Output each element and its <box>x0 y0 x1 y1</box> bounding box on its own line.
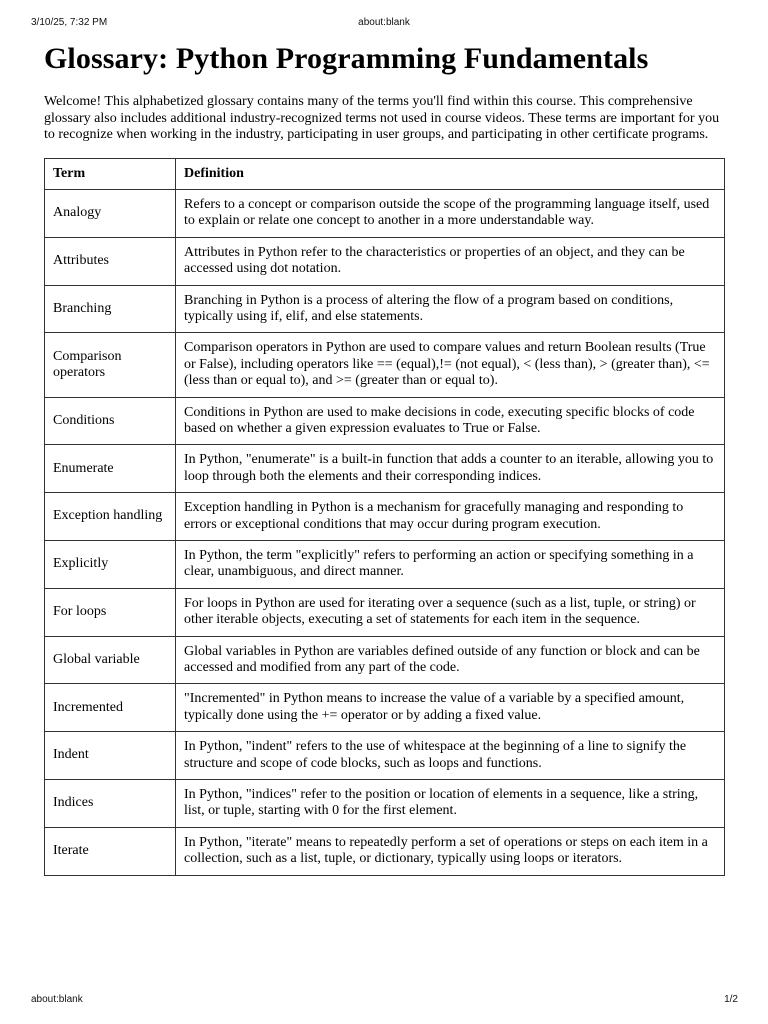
term-cell: Global variable <box>45 636 176 684</box>
term-cell: Indent <box>45 732 176 780</box>
term-cell: Analogy <box>45 189 176 237</box>
table-row <box>45 189 725 237</box>
definition-cell: In Python, the term "explicitly" refers to performing an action or specifying something in a clear, unambiguous, and direct manner. <box>176 541 725 589</box>
term-cell: Incremented <box>45 684 176 732</box>
print-datetime: 3/10/25, 7:32 PM <box>31 17 108 28</box>
term-cell: Iterate <box>45 827 176 875</box>
glossary-table <box>44 158 725 876</box>
table-row <box>45 636 725 684</box>
definition-cell: In Python, "indent" refers to the use of whitespace at the beginning of a line to signify the structure and scope of code blocks, such as loops and functions. <box>176 732 725 780</box>
definition-cell: Branching in Python is a process of altering the flow of a program based on conditions, typically using if, elif, and else statements. <box>176 285 725 333</box>
table-row <box>45 588 725 636</box>
definition-cell: In Python, "iterate" means to repeatedly perform a set of operations or steps on each item in a collection, such as a list, tuple, or dictionary, typically using loops or iterators. <box>176 827 725 875</box>
table-row <box>45 445 725 493</box>
table-row <box>45 780 725 828</box>
column-header-term: Term <box>45 158 176 189</box>
table-row <box>45 732 725 780</box>
definition-cell: Attributes in Python refer to the characteristics or properties of an object, and they can be accessed using dot notation. <box>176 237 725 285</box>
table-row <box>45 684 725 732</box>
term-cell: Indices <box>45 780 176 828</box>
definition-cell: Conditions in Python are used to make decisions in code, executing specific blocks of code based on whether a given expression evaluates to True or False. <box>176 397 725 445</box>
page-number: 1/2 <box>724 994 738 1005</box>
definition-cell: In Python, "indices" refer to the position or location of elements in a sequence, like a string, list, or tuple, starting with 0 for the first element. <box>176 780 725 828</box>
term-cell: For loops <box>45 588 176 636</box>
table-row <box>45 541 725 589</box>
term-cell: Exception handling <box>45 493 176 541</box>
print-url: about:blank <box>358 17 410 28</box>
term-cell: Branching <box>45 285 176 333</box>
footer-url: about:blank <box>31 994 83 1005</box>
definition-cell: For loops in Python are used for iterating over a sequence (such as a list, tuple, or string) or other iterable objects, executing a set of statements for each item in the sequence. <box>176 588 725 636</box>
definition-cell: In Python, "enumerate" is a built-in function that adds a counter to an iterable, allowing you to loop through both the elements and their corresponding indices. <box>176 445 725 493</box>
table-row <box>45 827 725 875</box>
print-footer <box>0 994 768 1008</box>
print-header <box>0 17 768 31</box>
table-row <box>45 285 725 333</box>
document-body <box>44 40 726 876</box>
definition-cell: Refers to a concept or comparison outside the scope of the programming language itself, used to explain or relate one concept to another in a more understandable way. <box>176 189 725 237</box>
intro-paragraph: Welcome! This alphabetized glossary contains many of the terms you'll find within this course. This comprehensive glossary also includes additional industry-recognized terms not used in course videos. These terms are important for you to recognize when working in the industry, participating in user groups, and participating in other certificate programs. <box>44 94 720 142</box>
term-cell: Explicitly <box>45 541 176 589</box>
term-cell: Attributes <box>45 237 176 285</box>
definition-cell: Exception handling in Python is a mechanism for gracefully managing and responding to errors or exceptional conditions that may occur during program execution. <box>176 493 725 541</box>
table-row <box>45 493 725 541</box>
term-cell: Enumerate <box>45 445 176 493</box>
term-cell: Conditions <box>45 397 176 445</box>
table-row <box>45 397 725 445</box>
definition-cell: Global variables in Python are variables defined outside of any function or block and can be accessed and modified from any part of the code. <box>176 636 725 684</box>
table-header-row <box>45 158 725 189</box>
column-header-definition: Definition <box>176 158 725 189</box>
page-title: Glossary: Python Programming Fundamentals <box>44 42 649 75</box>
table-row <box>45 237 725 285</box>
definition-cell: Comparison operators in Python are used to compare values and return Boolean results (True or False), including operators like == (equal),!= (not equal), < (less than), > (greater than), <= (less than or equal to), and >= (greater than or equal to). <box>176 333 725 397</box>
table-row <box>45 333 725 397</box>
term-cell: Comparison operators <box>45 333 176 397</box>
definition-cell: "Incremented" in Python means to increase the value of a variable by a specified amount, typically done using the += operator or by adding a fixed value. <box>176 684 725 732</box>
